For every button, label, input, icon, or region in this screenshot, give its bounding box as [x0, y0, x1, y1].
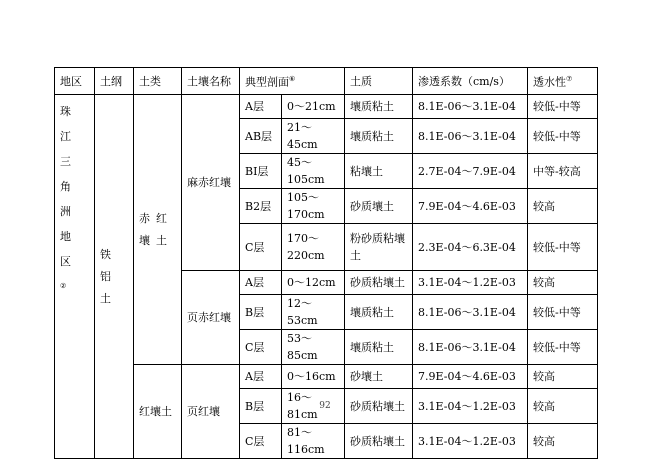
texture-cell: 砂质粘壤土	[345, 389, 413, 424]
water-permeability-cell: 较低-中等	[528, 295, 598, 330]
permeability-coefficient-cell: 2.3E-04～6.3E-04	[413, 224, 528, 271]
page-number: 92	[319, 401, 331, 411]
water-permeability-cell: 较高	[528, 271, 598, 295]
water-permeability-cell: 较低-中等	[528, 119, 598, 154]
header-soil-group: 土类	[134, 68, 182, 95]
water-permeability-cell: 较低-中等	[528, 330, 598, 365]
depth-cell: 0～21cm	[282, 95, 345, 119]
profile-cell: A层	[240, 365, 282, 389]
texture-cell: 壤质粘土	[345, 95, 413, 119]
header-profile: 典型剖面⑥	[240, 68, 345, 95]
soil-group-cell: 红壤土	[134, 365, 182, 459]
water-permeability-cell: 较高	[528, 365, 598, 389]
depth-cell: 12～53cm	[282, 295, 345, 330]
depth-cell: 105～170cm	[282, 189, 345, 224]
header-permeability-coefficient: 渗透系数（cm/s）	[413, 68, 528, 95]
depth-cell: 170～220cm	[282, 224, 345, 271]
profile-cell: C层	[240, 224, 282, 271]
profile-cell: B2层	[240, 189, 282, 224]
depth-cell: 81～116cm	[282, 424, 345, 459]
permeability-coefficient-cell: 8.1E-06～3.1E-04	[413, 295, 528, 330]
texture-cell: 粘壤土	[345, 154, 413, 189]
header-region: 地区	[55, 68, 95, 95]
header-row	[55, 68, 598, 95]
permeability-coefficient-cell: 8.1E-06～3.1E-04	[413, 119, 528, 154]
permeability-coefficient-cell: 3.1E-04～1.2E-03	[413, 424, 528, 459]
profile-cell: C层	[240, 330, 282, 365]
water-permeability-cell: 较高	[528, 424, 598, 459]
header-water-permeability: 透水性⑦	[528, 68, 598, 95]
profile-cell: BI层	[240, 154, 282, 189]
texture-cell: 壤质粘土	[345, 330, 413, 365]
depth-cell: 16～81cm	[282, 389, 345, 424]
region-cell: 珠江三角洲地区②	[55, 95, 95, 459]
texture-cell: 砂质壤土	[345, 189, 413, 224]
profile-cell: AB层	[240, 119, 282, 154]
header-soil-order: 土纲	[95, 68, 134, 95]
profile-cell: B层	[240, 295, 282, 330]
water-permeability-cell: 较高	[528, 389, 598, 424]
texture-cell: 砂壤土	[345, 365, 413, 389]
profile-cell: A层	[240, 271, 282, 295]
water-permeability-cell: 较低-中等	[528, 95, 598, 119]
soil-order-cell: 铁铝土	[95, 95, 134, 459]
header-texture: 土质	[345, 68, 413, 95]
permeability-coefficient-cell: 8.1E-06～3.1E-04	[413, 330, 528, 365]
profile-cell: C层	[240, 424, 282, 459]
soil-name-cell: 页赤红壤	[182, 271, 240, 365]
depth-cell: 21～45cm	[282, 119, 345, 154]
depth-cell: 53～85cm	[282, 330, 345, 365]
soil-name-cell: 麻赤红壤	[182, 95, 240, 271]
profile-cell: B层	[240, 389, 282, 424]
depth-cell: 0～12cm	[282, 271, 345, 295]
soil-group-cell: 赤红壤土	[134, 95, 182, 365]
texture-cell: 砂质粘壤土	[345, 424, 413, 459]
water-permeability-cell: 较高	[528, 189, 598, 224]
texture-cell: 砂质粘壤土	[345, 271, 413, 295]
permeability-coefficient-cell: 3.1E-04～1.2E-03	[413, 389, 528, 424]
table-row	[55, 95, 598, 119]
permeability-coefficient-cell: 2.7E-04～7.9E-04	[413, 154, 528, 189]
texture-cell: 壤质粘土	[345, 119, 413, 154]
permeability-coefficient-cell: 7.9E-04～4.6E-03	[413, 189, 528, 224]
texture-cell: 壤质粘土	[345, 295, 413, 330]
permeability-coefficient-cell: 7.9E-04～4.6E-03	[413, 365, 528, 389]
permeability-coefficient-cell: 8.1E-06～3.1E-04	[413, 95, 528, 119]
water-permeability-cell: 较低-中等	[528, 224, 598, 271]
water-permeability-cell: 中等-较高	[528, 154, 598, 189]
soil-name-cell: 页红壤	[182, 365, 240, 459]
depth-cell: 0～16cm	[282, 365, 345, 389]
permeability-coefficient-cell: 3.1E-04～1.2E-03	[413, 271, 528, 295]
profile-cell: A层	[240, 95, 282, 119]
header-soil-name: 土壤名称	[182, 68, 240, 95]
table-row	[55, 365, 598, 389]
texture-cell: 粉砂质粘壤土	[345, 224, 413, 271]
depth-cell: 45～105cm	[282, 154, 345, 189]
